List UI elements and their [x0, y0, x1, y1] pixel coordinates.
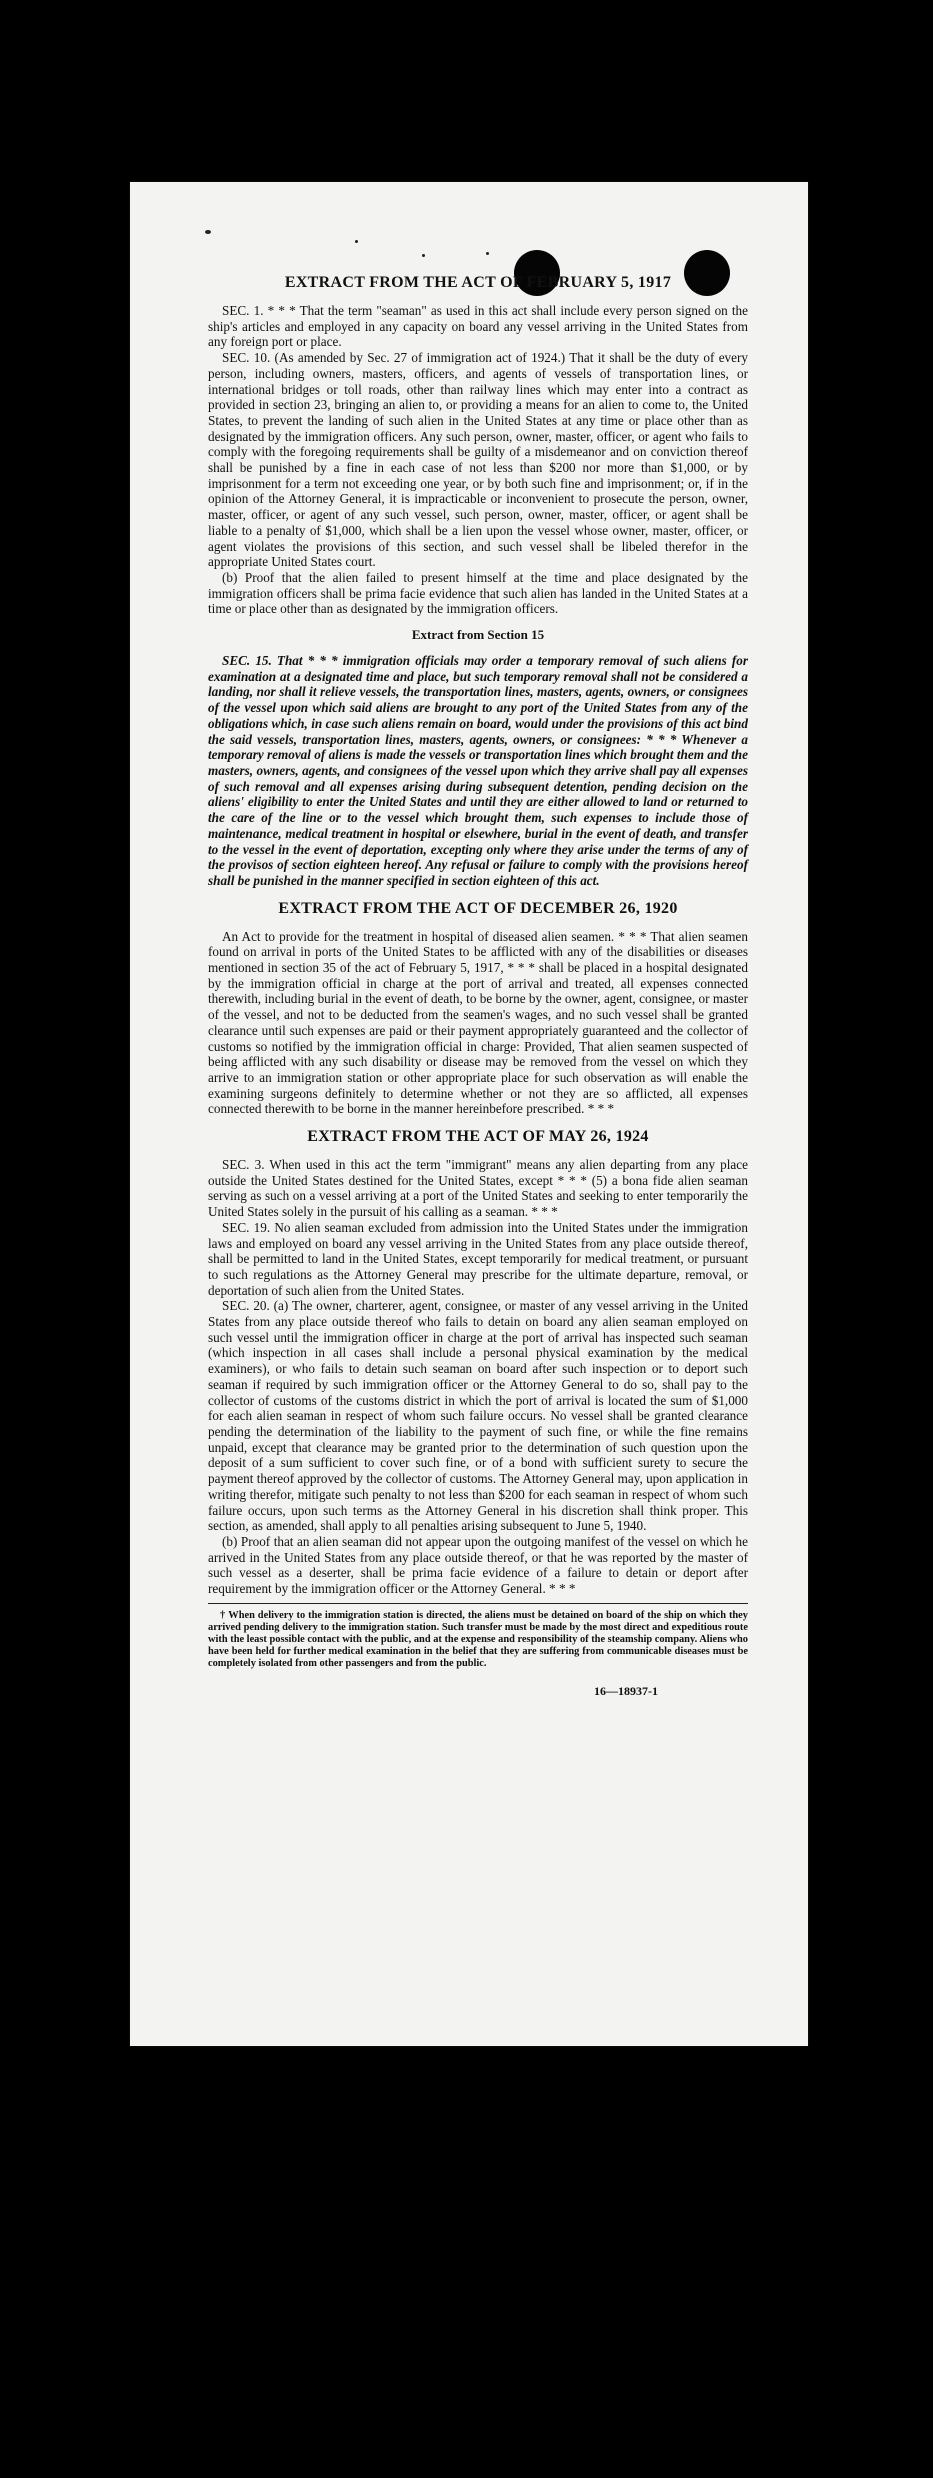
subheading-section-15: Extract from Section 15: [411, 627, 545, 643]
paragraph-sec-20-b: (b) Proof that an alien seaman did not appear upon the outgoing manifest of the vessel on which he arrived in the United States from any place outside thereof, or that he was reported by the master of such vessel as a deserter, shall be prima facie evidence of a failure to detain or deport after requirement by the immigration officer or the Attorney General. * * *: [208, 1533, 748, 1597]
paragraph-sec-15: SEC. 15. That * * * immigration officials may order a temporary removal of such aliens for examination at a designated time and place, but such temporary removal shall not be considered a landing, nor shall it relieve vessels, the transportation lines, masters, agents, owners, or consignees of the vessel upon which said aliens are brought to any port of the United States from any of the obligations which, in case such aliens remain on board, would under the provisions of this act bind the said vessels, transportation lines, masters, agents, owners, or consignees: * * * Whenever a temporary removal of aliens is made the vessels or transportation lines which brought them and the masters, owners, agents, and consignees of the vessel upon which they arrive shall pay all expenses of such removal and all expenses arising during subsequent detention, pending decision on the aliens' eligibility to enter the United States and until they are either allowed to land or returned to the care of the line or to the vessel which brought them, such expenses to include those of maintenance, medical treatment in hospital or elsewhere, burial in the event of death, and transfer to the vessel in the event of deportation, excepting only where they arise under the terms of any of the provisos of section eighteen hereof. Any refusal or failure to comply with the provisions hereof shall be punished in the manner specified in section eighteen of this act.: [208, 653, 748, 888]
form-code: 16—18937-1: [594, 1683, 658, 1698]
section-heading-1920: EXTRACT FROM THE ACT OF DECEMBER 26, 1920: [278, 899, 678, 917]
section-heading-1924: EXTRACT FROM THE ACT OF MAY 26, 1924: [307, 1128, 649, 1146]
document-content: [208, 274, 748, 1699]
ink-speck: [355, 240, 358, 243]
paragraph-sec-1: SEC. 1. * * * That the term "seaman" as used in this act shall include every person signed on the ship's articles and employed in any capacity on board any vessel arriving in the United States from any foreign port or place.: [208, 303, 748, 350]
footnote-divider: [208, 1603, 748, 1604]
ink-speck: [486, 252, 489, 255]
ink-speck: [422, 254, 425, 257]
paragraph-sec-3: SEC. 3. When used in this act the term "immigrant" means any alien departing from any place outside the United States destined for the United States, except * * * (5) a bona fide alien seaman serving as such on a vessel arriving at a port of the United States and seeking to enter temporarily the United States solely in the pursuit of his calling as a seaman. * * *: [208, 1157, 748, 1220]
paragraph-sec-20-a: SEC. 20. (a) The owner, charterer, agent, consignee, or master of any vessel arriving in the United States from any place outside thereof who fails to detain on board any alien seaman employed on such vessel until the immigration officer in charge at the port of arrival has inspected such seaman (which inspection in all cases shall include a personal physical examination by the medical examiners), or who fails to detain such seaman on board after such inspection or to deport such seaman if required by such immigration officer or the Attorney General to do so, shall pay to the collector of customs of the customs district in which the port of arrival is located the sum of $1,000 for each alien seaman in respect of whom such failure occurs. No vessel shall be granted clearance pending the determination of the liability to the payment of such fine, or while the fine remains unpaid, except that clearance may be granted prior to the determination of such question upon the deposit of a sum sufficient to cover such fine, or of a bond with sufficient surety to secure the payment thereof approved by the collector of customs. The Attorney General may, upon application in writing therefor, mitigate such penalty to not less than $200 for each seaman in respect of whom such failure occurs, upon such terms as the Attorney General in his discretion shall think proper. This section, as amended, shall apply to all penalties arising subsequent to June 5, 1940.: [208, 1298, 748, 1534]
ink-speck: [205, 230, 211, 234]
paragraph-act-1920: An Act to provide for the treatment in hospital of diseased alien seamen. * * * That alien seamen found on arrival in ports of the United States to be afflicted with any of the disabilities or diseases mentioned in section 35 of the act of February 5, 1917, * * * shall be placed in a hospital designated by the immigration official in charge at the port of arrival and treated, all expenses connected therewith, including burial in the event of death, to be borne by the owner, agent, consignee, or master of the vessel, and not to be deducted from the seamen's wages, and no such vessel shall be granted clearance until such expenses are paid or their payment appropriately guaranteed and the collector of customs so notified by the immigration official in charge: Provided, That alien seamen suspected of being afflicted with any such disability or disease may be removed from the vessel on which they arrive to an immigration station or other appropriate place for such observation as will enable the examining surgeons definitely to determine whether or not they are so afflicted, all expenses connected therewith to be borne in the manner hereinbefore prescribed. * * *: [208, 928, 748, 1117]
section-heading-1917: EXTRACT FROM THE ACT OF FEBRUARY 5, 1917: [284, 274, 672, 291]
paragraph-sec-10: SEC. 10. (As amended by Sec. 27 of immigration act of 1924.) That it shall be the duty of every person, including owners, masters, officers, and agents of vessels of transportation lines, or international bridges or toll roads, other than railway lines which may enter into a contract as provided in section 23, bringing an alien to, or providing a means for an alien to come to, the United States, to prevent the landing of such alien in the United States at any time or place other than as designated by the immigration officers. Any such person, owner, master, officer, or agent who fails to comply with the foregoing requirements shall be guilty of a misdemeanor and on conviction thereof shall be punished by a fine in each case of not less than $200 nor more than $1,000, or by imprisonment for a term not exceeding one year, or by both such fine and imprisonment; or, if in the opinion of the Attorney General, it is impracticable or inconvenient to prosecute the person, owner, master, officer, or agent of any such vessel, such person, owner, master, officer, or agent shall be liable to a penalty of $1,000, which shall be a lien upon the vessel whose owner, master, officer, or agent violates the provisions of this section, and such vessel shall be libeled therefor in the appropriate United States court.: [208, 350, 748, 570]
footnote: † When delivery to the immigration station is directed, the aliens must be detained on board of the ship on which they arrived pending delivery to the immigration station. Such transfer must be made by the most direct and expeditious route with the least possible contact with the public, and at the expense and responsibility of the steamship company. Aliens who have been held for further medical examination in the belief that they are suffering from communicable diseases must be completely isolated from other passengers and from the public.: [208, 1609, 748, 1669]
document-page: [130, 182, 808, 2046]
paragraph-sec-10-b: (b) Proof that the alien failed to present himself at the time and place designated by the immigration officers shall be prima facie evidence that such alien has landed in the United States at a time or place other than as designated by the immigration officers.: [208, 569, 748, 617]
paragraph-sec-19: SEC. 19. No alien seaman excluded from admission into the United States under the immigration laws and employed on board any vessel arriving in the United States from any place outside thereof, shall be permitted to land in the United States, except temporarily for medical treatment, or pursuant to such regulations as the Attorney General may prescribe for the ultimate departure, removal, or deportation of such alien from the United States.: [208, 1219, 748, 1298]
